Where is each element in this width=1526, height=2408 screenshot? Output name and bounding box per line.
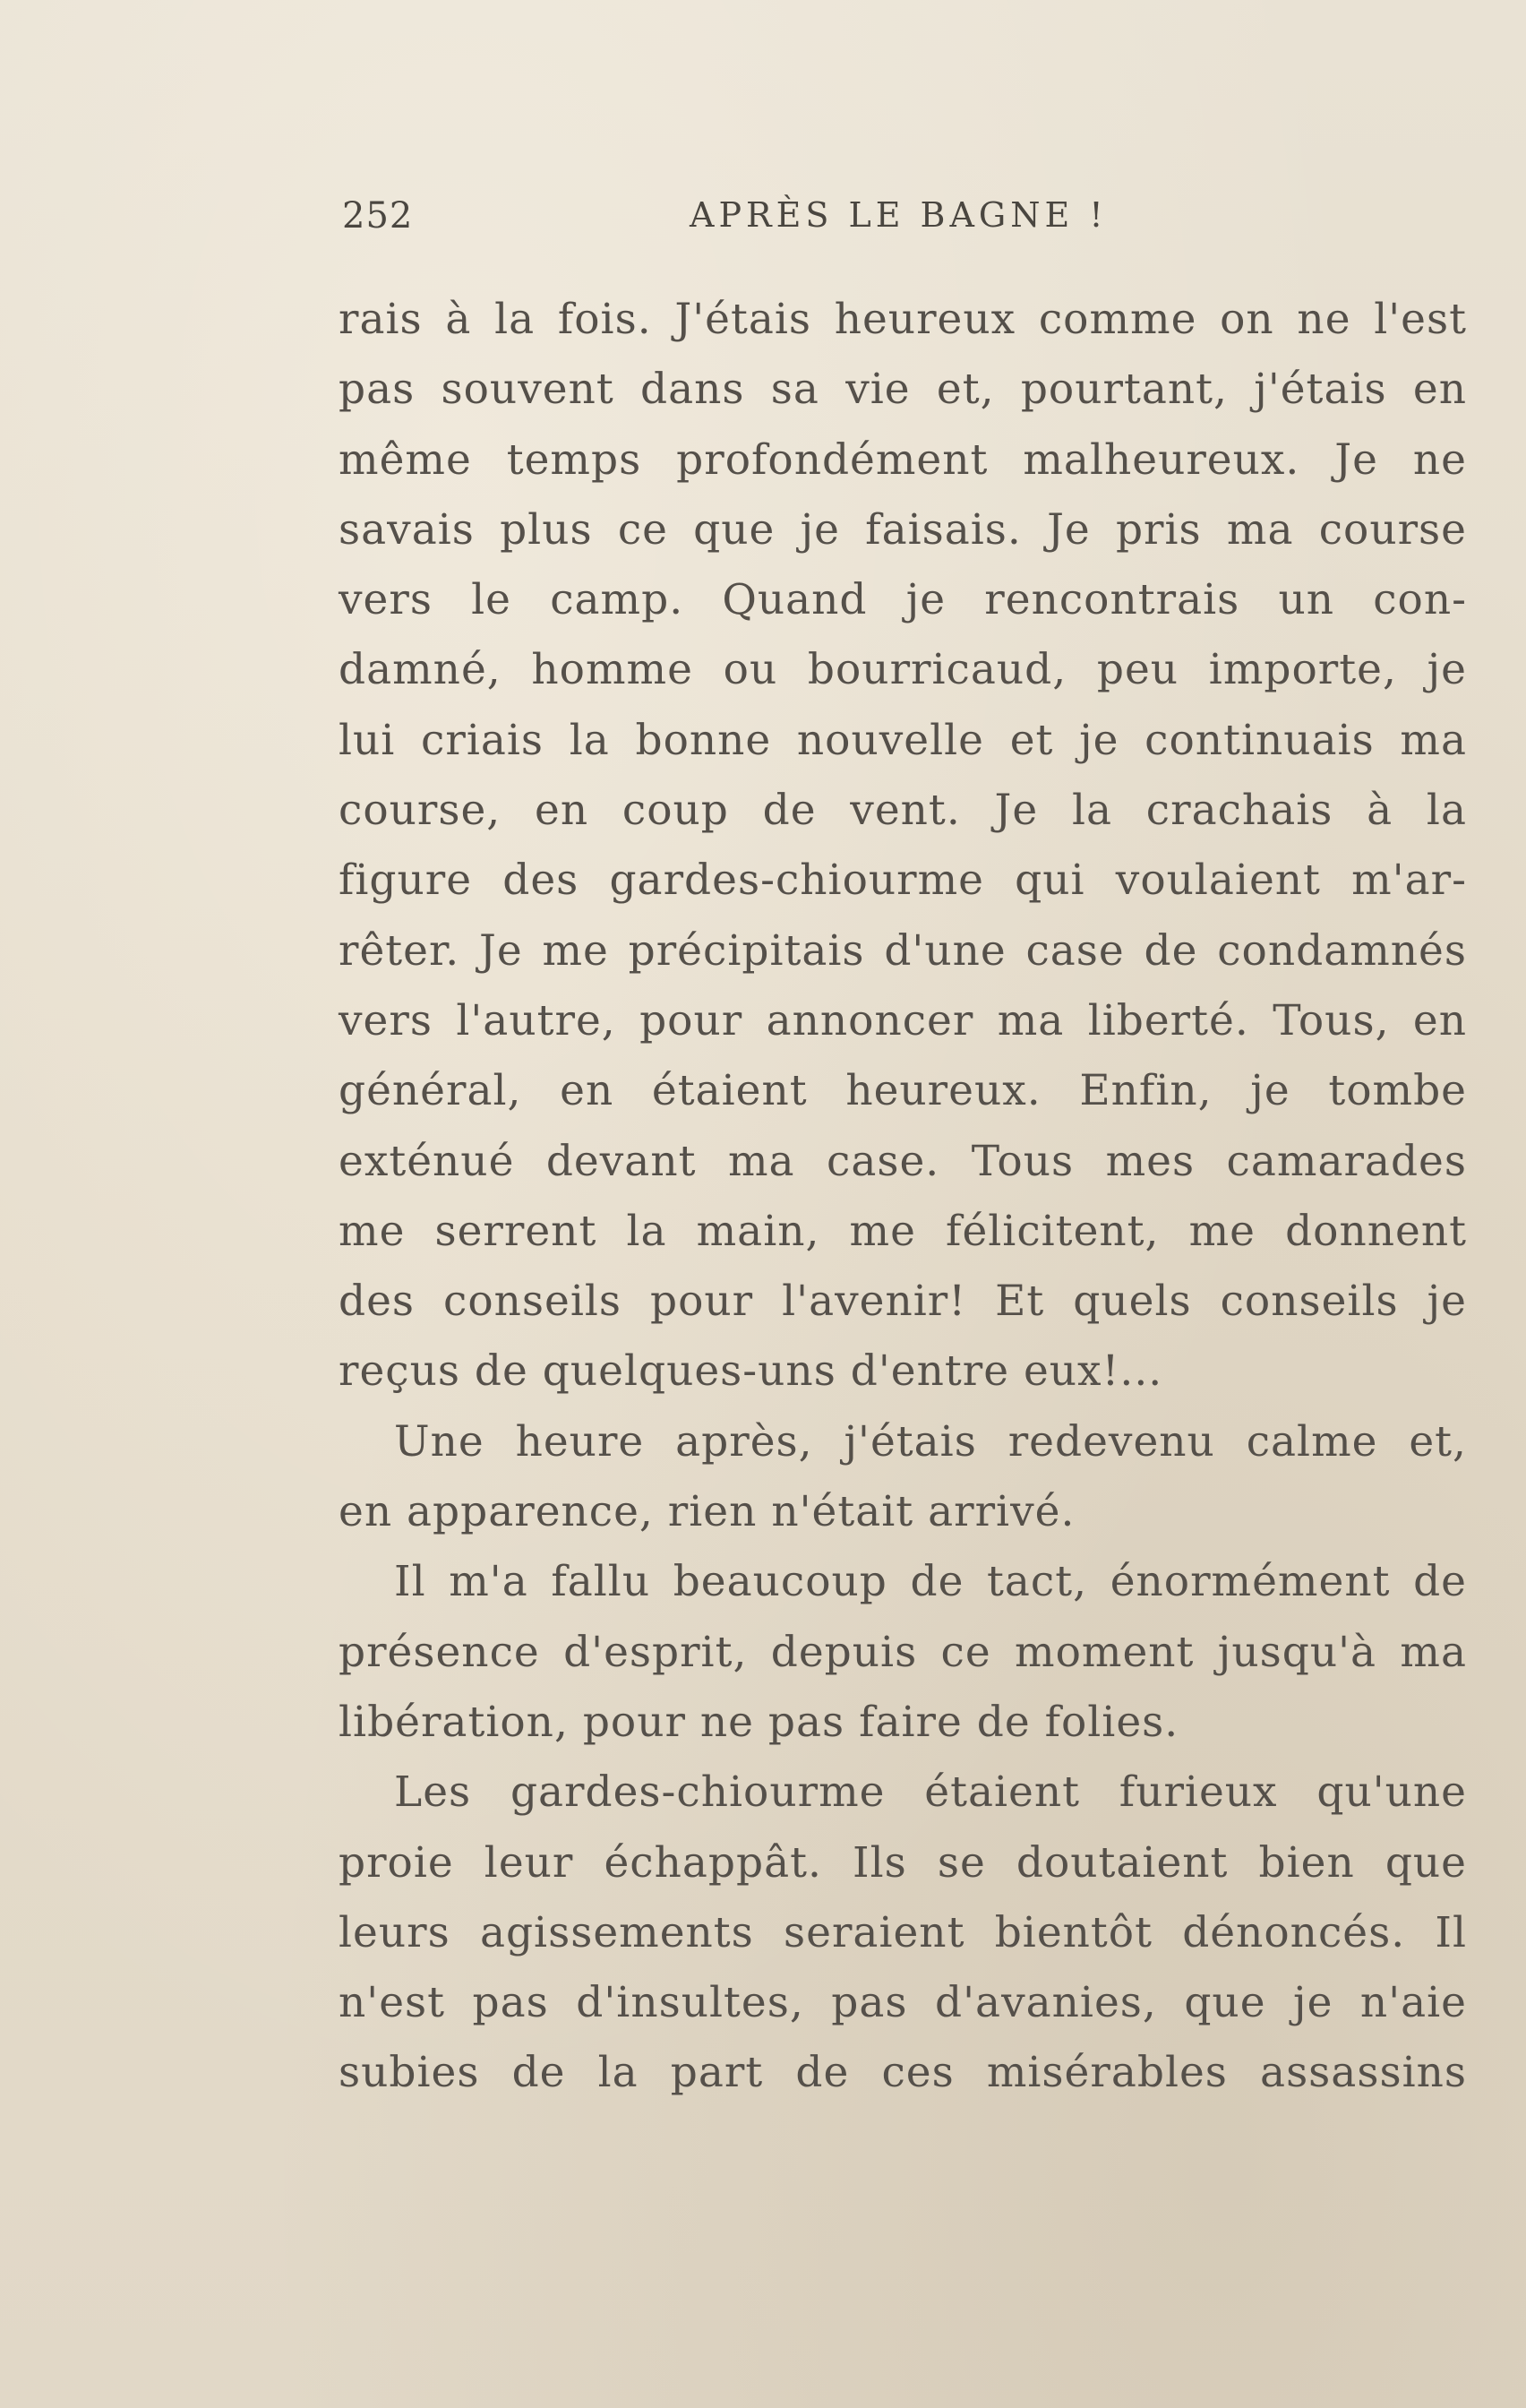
text-line: en apparence, rien n'était arrivé. (339, 1487, 1076, 1537)
running-title: APRÈS LE BAGNE ! (690, 195, 1108, 235)
text-line: n'est pas d'insultes, pas d'avanies, que je n'aie (339, 1978, 1467, 2028)
text-line: vers le camp. Quand je rencontrais un con- (339, 575, 1467, 625)
text-line: figure des gardes-chiourme qui voulaient m'ar- (339, 856, 1467, 906)
text-line: savais plus ce que je faisais. Je pris ma course (339, 504, 1467, 555)
text-line: libération, pour ne pas faire de folies. (339, 1697, 1179, 1747)
text-line: rais à la fois. J'étais heureux comme on ne l'est (339, 295, 1467, 344)
text-line: général, en étaient heureux. Enfin, je tombe (339, 1066, 1467, 1116)
text-line: course, en coup de vent. Je la crachais à la (339, 786, 1467, 836)
text-line: lui criais la bonne nouvelle et je continuais ma (339, 715, 1467, 765)
text-line: reçus de quelques-uns d'entre eux!... (339, 1346, 1163, 1397)
text-line: vers l'autre, pour annoncer ma liberté. Tous, en (339, 995, 1467, 1045)
text-line: exténué devant ma case. Tous mes camarades (339, 1136, 1467, 1186)
text-line: damné, homme ou bourricaud, peu importe, je (339, 645, 1467, 695)
text-line: même temps profondément malheureux. Je ne (339, 434, 1467, 485)
paragraph-start-line: Les gardes-chiourme étaient furieux qu'une (394, 1767, 1467, 1818)
text-line: subies de la part de ces misérables assassins (339, 2048, 1467, 2098)
page-number: 252 (342, 195, 414, 236)
page-header (340, 195, 1469, 249)
text-line: me serrent la main, me félicitent, me donnent (339, 1206, 1467, 1256)
text-line: leurs agissements seraient bientôt dénoncés. Il (339, 1907, 1467, 1957)
body-text (339, 285, 1467, 2109)
text-line: des conseils pour l'avenir! Et quels conseils je (339, 1277, 1467, 1327)
text-line: présence d'esprit, depuis ce moment jusqu'à ma (339, 1627, 1467, 1677)
paragraph-start-line: Il m'a fallu beaucoup de tact, énormément de (394, 1557, 1467, 1607)
text-line: pas souvent dans sa vie et, pourtant, j'étais en (339, 365, 1467, 415)
paragraph-start-line: Une heure après, j'étais redevenu calme et, (394, 1416, 1467, 1466)
text-line: proie leur échappât. Ils se doutaient bien que (339, 1837, 1467, 1888)
text-line: rêter. Je me précipitais d'une case de condamnés (339, 925, 1467, 976)
